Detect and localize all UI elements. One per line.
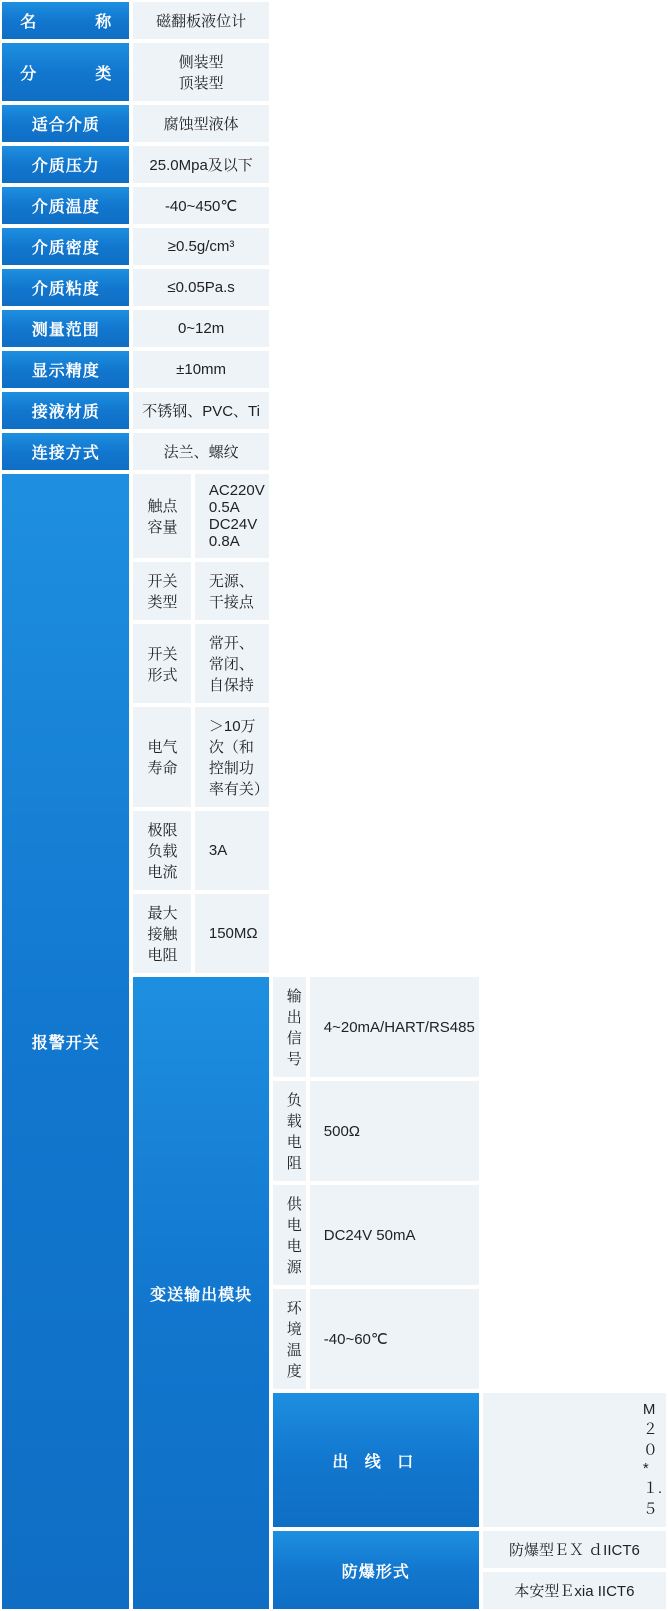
load-resistance-label: 负载电阻	[271, 1079, 308, 1183]
row-label-transmitter-module: 变送输出模块	[131, 975, 270, 1611]
table-row	[0, 308, 668, 349]
row-label-alarm-switch: 报警开关	[0, 472, 131, 1611]
alarm-electrical-life-label: 电气寿命	[131, 705, 192, 809]
alarm-electrical-life-value: ＞10万次（和控制功率有关）	[193, 705, 271, 809]
sub-row	[271, 1183, 481, 1287]
sub-row	[131, 622, 270, 705]
row-label-explosion-proof: 防爆形式	[271, 1529, 481, 1611]
row-label-range: 测量范围	[0, 308, 131, 349]
table-row	[0, 103, 668, 144]
row-label-accuracy: 显示精度	[0, 349, 131, 390]
explosion-proof-group	[481, 1529, 668, 1611]
sub-row	[271, 1079, 481, 1183]
power-supply-value: DC24V 50mA	[308, 1183, 481, 1287]
row-value-classification	[131, 41, 270, 103]
explosion-proof-value-exia: 本安型Ｅxia IICT6	[481, 1570, 668, 1611]
sub-row	[271, 975, 481, 1079]
table-row	[0, 267, 668, 308]
power-supply-label: 供电电源	[271, 1183, 308, 1287]
alarm-max-load-current-label: 极限负载电流	[131, 809, 192, 892]
table-row	[0, 349, 668, 390]
load-resistance-value: 500Ω	[308, 1079, 481, 1183]
row-label-connection: 连接方式	[0, 431, 131, 472]
transmitter-module-group	[271, 975, 481, 1391]
table-row	[0, 472, 668, 975]
sub-row	[131, 705, 270, 809]
alarm-contact-capacity-value: AC220V 0.5A DC24V 0.8A	[193, 472, 271, 560]
row-value-viscosity: ≤0.05Pa.s	[131, 267, 270, 308]
alarm-switch-form-label: 开关形式	[131, 622, 192, 705]
table-row	[0, 144, 668, 185]
row-label-wetted-material: 接液材质	[0, 390, 131, 431]
sub-row	[131, 809, 270, 892]
row-value-pressure: 25.0Mpa及以下	[131, 144, 270, 185]
row-value-range: 0~12m	[131, 308, 270, 349]
output-signal-value: 4~20mA/HART/RS485	[308, 975, 481, 1079]
row-value-outlet: М２０*１.５	[481, 1391, 668, 1529]
row-value-temperature: -40~450℃	[131, 185, 270, 226]
ambient-temperature-label: 环境温度	[271, 1287, 308, 1391]
row-value-connection: 法兰、螺纹	[131, 431, 270, 472]
row-label-classification: 分 类	[0, 41, 131, 103]
sub-row	[481, 1570, 668, 1611]
row-value-name: 磁翻板液位计	[131, 0, 270, 41]
sub-row	[131, 560, 270, 622]
alarm-switch-type-label: 开关类型	[131, 560, 192, 622]
sub-row	[131, 892, 270, 975]
alarm-max-load-current-value: 3A	[193, 809, 271, 892]
table-row	[0, 41, 668, 103]
sub-row	[481, 1529, 668, 1570]
table-row	[0, 431, 668, 472]
row-value-medium: 腐蚀型液体	[131, 103, 270, 144]
alarm-switch-group	[131, 472, 270, 975]
explosion-proof-value-ex: 防爆型ＥＸ ｄIICT6	[481, 1529, 668, 1570]
row-label-name: 名 称	[0, 0, 131, 41]
table-row	[0, 0, 668, 41]
sub-row	[131, 472, 270, 560]
row-label-outlet: 出 线 口	[271, 1391, 481, 1529]
sub-row	[271, 1287, 481, 1391]
classification-option-side: 侧装型	[178, 54, 224, 71]
table-row	[0, 390, 668, 431]
row-label-temperature: 介质温度	[0, 185, 131, 226]
alarm-switch-type-value: 无源、干接点	[193, 560, 271, 622]
alarm-switch-form-value: 常开、常闭、自保持	[193, 622, 271, 705]
row-label-pressure: 介质压力	[0, 144, 131, 185]
alarm-contact-capacity-label: 触点容量	[131, 472, 192, 560]
row-label-medium: 适合介质	[0, 103, 131, 144]
ambient-temperature-value: -40~60℃	[308, 1287, 481, 1391]
output-signal-label: 输出信号	[271, 975, 308, 1079]
row-value-accuracy: ±10mm	[131, 349, 270, 390]
table-row	[0, 226, 668, 267]
row-value-wetted-material: 不锈钢、PVC、Ti	[131, 390, 270, 431]
alarm-max-contact-resistance-value: 150MΩ	[193, 892, 271, 975]
alarm-max-contact-resistance-label: 最大接触电阻	[131, 892, 192, 975]
classification-option-top: 顶装型	[178, 75, 224, 92]
row-label-density: 介质密度	[0, 226, 131, 267]
row-label-viscosity: 介质粘度	[0, 267, 131, 308]
row-value-density: ≥0.5g/cm³	[131, 226, 270, 267]
table-row	[0, 185, 668, 226]
